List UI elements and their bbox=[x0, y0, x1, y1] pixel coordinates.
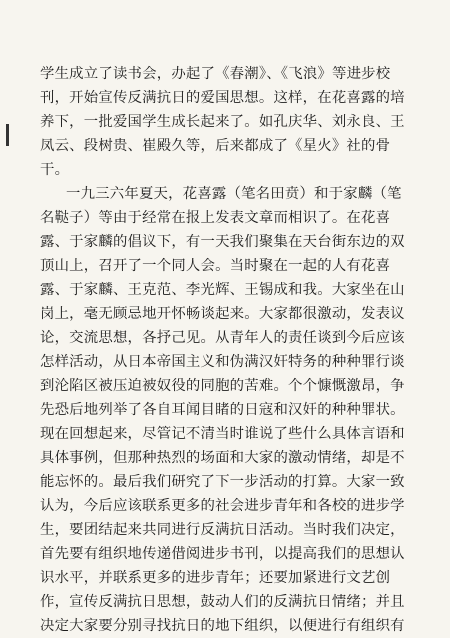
text-line: 凤云、段树贵、崔殿久等，后来都成了《星火》社的骨 bbox=[40, 138, 391, 154]
text-line: 露、于家麟的倡议下，有一天我们聚集在天台街东边的双 bbox=[40, 234, 405, 250]
text-line: 养下，一批爱国学生成长起来了。如孔庆华、刘永良、王 bbox=[40, 114, 405, 130]
text-line: 能忘怀的。最后我们研究了下一步活动的打算。大家一致 bbox=[40, 474, 405, 490]
text-line: 首先要有组织地传递借阅进步书刊，以提高我们的思想认 bbox=[40, 546, 405, 562]
text-line: 岗上，毫无顾忌地开怀畅谈起来。大家都很激动，发表议 bbox=[40, 306, 405, 322]
text-line: 先恐后地列举了各自耳闻目睹的日寇和汉奸的种种罪状。 bbox=[40, 402, 405, 418]
text-line: 到沦陷区被压迫被奴役的同胞的苦难。个个慷慨激昂，争 bbox=[40, 378, 405, 394]
text-line: 识水平，并联系更多的进步青年；还要加紧进行文艺创 bbox=[40, 570, 391, 586]
text-line: 怎样活动，从日本帝国主义和伪满汉奸特务的种种罪行谈 bbox=[40, 354, 405, 370]
text-line: 名鞑子）等由于经常在报上发表文章而相识了。在花喜 bbox=[40, 210, 391, 226]
paragraph-start-line: 一九三六年夏天，花喜露（笔名田贲）和于家麟（笔 bbox=[66, 186, 402, 202]
text-line: 生，要团结起来共同进行反满抗日活动。当时我们决定， bbox=[40, 522, 405, 538]
text-line: 顶山上，召开了一个同人会。当时聚在一起的人有花喜 bbox=[40, 258, 391, 274]
text-line: 刊，开始宣传反满抗日的爱国思想。这样，在花喜露的培 bbox=[40, 90, 405, 106]
text-line: 干。 bbox=[40, 162, 70, 178]
text-line: 认为，今后应该联系更多的社会进步青年和各校的进步学 bbox=[40, 498, 405, 514]
text-line: 露、于家麟、王克范、李光辉、王锡成和我。大家坐在山 bbox=[40, 282, 405, 298]
text-line: 现在回想起来，尽管记不清当时谁说了些什么具体言语和 bbox=[40, 426, 405, 442]
page-edge-mark bbox=[6, 124, 9, 146]
text-line: 具体事例，但那种热烈的场面和大家的激动情绪，却是不 bbox=[40, 450, 405, 466]
text-line: 学生成立了读书会，办起了《春潮》、《飞浪》等进步校 bbox=[40, 66, 391, 82]
text-line: 论，交流思想，各抒己见。从青年人的责任谈到今后应该 bbox=[40, 330, 405, 346]
text-line: 决定大家要分别寻找抗日的地下组织，以便进行有组织有 bbox=[40, 618, 405, 634]
text-line: 作，宣传反满抗日思想，鼓动人们的反满抗日情绪；并且 bbox=[40, 594, 405, 610]
